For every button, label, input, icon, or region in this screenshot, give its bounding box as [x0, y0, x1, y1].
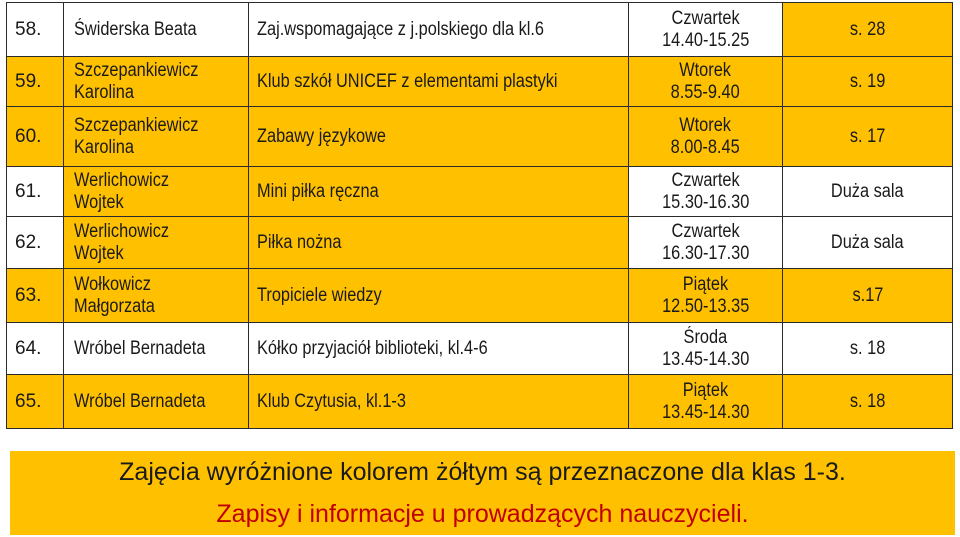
room-label: Duża sala — [831, 231, 904, 253]
schedule-time — [629, 167, 783, 217]
teacher-name-line: Wojtek — [74, 242, 124, 264]
table-row — [7, 167, 953, 217]
activity-text: Mini piłka ręczna — [257, 180, 379, 202]
teacher-name — [64, 323, 249, 375]
activity-name — [249, 217, 629, 269]
room-label: s. 17 — [849, 125, 886, 147]
activity-name — [249, 167, 629, 217]
schedule-time — [629, 269, 783, 323]
teacher-name — [64, 375, 249, 429]
teacher-name — [64, 269, 249, 323]
row-number: 63. — [7, 269, 64, 323]
time-range: 12.50-13.35 — [661, 295, 750, 317]
table-row — [7, 269, 953, 323]
activity-name — [249, 3, 629, 57]
room-label: s. 28 — [849, 18, 886, 40]
teacher-name-line: Karolina — [74, 136, 134, 158]
teacher-name-line: Świderska Beata — [74, 18, 197, 40]
day-of-week: Wtorek — [679, 59, 732, 81]
day-of-week: Czwartek — [671, 220, 740, 242]
time-range: 8.55-9.40 — [670, 81, 741, 103]
schedule-time — [629, 217, 783, 269]
room-label: Duża sala — [831, 180, 904, 202]
activity-text: Zabawy językowe — [257, 125, 386, 147]
time-range: 13.45-14.30 — [661, 401, 750, 423]
room — [783, 3, 953, 57]
activity-name — [249, 269, 629, 323]
room-label: s. 19 — [849, 70, 886, 92]
table-row — [7, 375, 953, 429]
footer-notice — [10, 451, 955, 535]
room — [783, 107, 953, 167]
activity-text: Klub Czytusia, kl.1-3 — [257, 390, 406, 412]
schedule-time — [629, 375, 783, 429]
room-label: s.17 — [852, 284, 883, 306]
teacher-name-line: Werlichowicz — [74, 169, 170, 191]
time-range: 14.40-15.25 — [661, 29, 750, 51]
schedule-time — [629, 107, 783, 167]
notice-line-yellow-classes: Zajęcia wyróżnione kolorem żółtym są przeznaczone dla klas 1-3. — [119, 458, 846, 486]
room-label: s. 18 — [849, 390, 886, 412]
room — [783, 167, 953, 217]
teacher-name-line: Szczepankiewicz — [74, 59, 199, 81]
row-number: 65. — [7, 375, 64, 429]
room — [783, 323, 953, 375]
teacher-name-line: Wojtek — [74, 191, 124, 213]
teacher-name — [64, 167, 249, 217]
day-of-week: Wtorek — [679, 114, 732, 136]
row-number: 62. — [7, 217, 64, 269]
table-row — [7, 107, 953, 167]
teacher-name-line: Wołkowicz — [74, 273, 151, 295]
activity-name — [249, 375, 629, 429]
teacher-name — [64, 217, 249, 269]
schedule-time — [629, 323, 783, 375]
day-of-week: Piątek — [682, 379, 729, 401]
schedule-rows — [7, 3, 953, 429]
time-range: 16.30-17.30 — [661, 242, 750, 264]
time-range: 8.00-8.45 — [670, 136, 741, 158]
activity-text: Klub szkół UNICEF z elementami plastyki — [257, 70, 558, 92]
activity-name — [249, 323, 629, 375]
day-of-week: Piątek — [682, 273, 729, 295]
teacher-name-line: Wróbel Bernadeta — [74, 337, 206, 359]
teacher-name — [64, 57, 249, 107]
teacher-name — [64, 107, 249, 167]
time-range: 13.45-14.30 — [661, 348, 750, 370]
teacher-name-line: Szczepankiewicz — [74, 114, 199, 136]
day-of-week: Czwartek — [671, 7, 740, 29]
room — [783, 269, 953, 323]
activity-text: Tropiciele wiedzy — [257, 284, 382, 306]
row-number: 60. — [7, 107, 64, 167]
activity-name — [249, 57, 629, 107]
table-row — [7, 57, 953, 107]
room — [783, 217, 953, 269]
teacher-name — [64, 3, 249, 57]
schedule-time — [629, 3, 783, 57]
schedule-time — [629, 57, 783, 107]
teacher-name-line: Werlichowicz — [74, 220, 170, 242]
time-range: 15.30-16.30 — [661, 191, 750, 213]
activity-text: Piłka nożna — [257, 231, 342, 253]
activity-text: Zaj.wspomagające z j.polskiego dla kl.6 — [257, 18, 545, 40]
row-number: 59. — [7, 57, 64, 107]
day-of-week: Środa — [683, 326, 728, 348]
row-number: 58. — [7, 3, 64, 57]
teacher-name-line: Karolina — [74, 81, 134, 103]
room-label: s. 18 — [849, 337, 886, 359]
notice-line-registration: Zapisy i informacje u prowadzących nauczycieli. — [216, 500, 749, 528]
activity-name — [249, 107, 629, 167]
teacher-name-line: Wróbel Bernadeta — [74, 390, 206, 412]
row-number: 61. — [7, 167, 64, 217]
schedule-table — [6, 2, 953, 429]
room — [783, 57, 953, 107]
teacher-name-line: Małgorzata — [74, 295, 155, 317]
table-row — [7, 3, 953, 57]
activity-text: Kółko przyjaciół biblioteki, kl.4-6 — [257, 337, 488, 359]
row-number: 64. — [7, 323, 64, 375]
table-row — [7, 217, 953, 269]
day-of-week: Czwartek — [671, 169, 740, 191]
table-row — [7, 323, 953, 375]
room — [783, 375, 953, 429]
